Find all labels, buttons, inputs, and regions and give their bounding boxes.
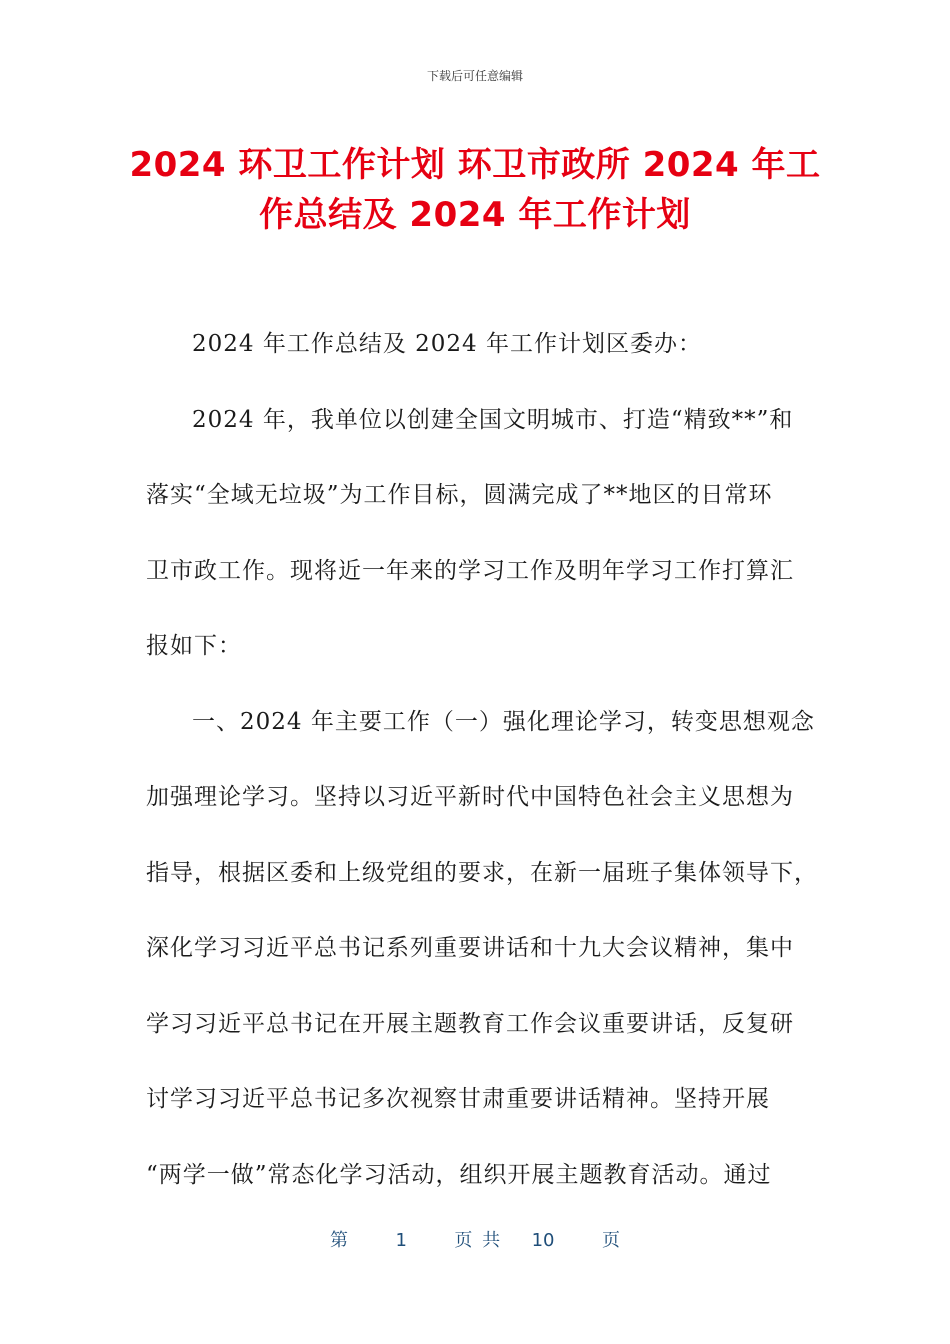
- title-line-2: 作总结及 2024 年工作计划: [259, 195, 691, 235]
- header-note: 下载后可任意编辑: [426, 69, 523, 83]
- page-footer: [0, 1226, 950, 1252]
- body-line: “两学一做”常态化学习活动，组织开展主题教育活动。通过: [146, 1161, 772, 1188]
- document-title: [100, 140, 850, 240]
- body-line: 2024 年，我单位以创建全国文明城市、打造“精致**”和: [192, 406, 794, 433]
- body-line: 落实“全域无垃圾”为工作目标，圆满完成了**地区的日常环: [146, 482, 773, 508]
- body-line: 报如下：: [146, 633, 242, 659]
- body-line: 指导，根据区委和上级党组的要求，在新一届班子集体领导下，: [146, 859, 818, 886]
- current-page-number: 1: [395, 1230, 407, 1251]
- body-line: 一、2024 年主要工作（一）强化理论学习，转变思想观念: [192, 708, 815, 735]
- body-line: 卫市政工作。现将近一年来的学习工作及明年学习工作打算汇: [146, 557, 794, 584]
- footer-suffix: 页: [601, 1230, 620, 1251]
- document-body: [146, 322, 818, 1228]
- body-line: 讨学习习近平总书记多次视察甘肃重要讲话精神。坚持开展: [146, 1086, 770, 1112]
- footer-prefix: 第: [330, 1230, 349, 1251]
- body-line: 2024 年工作总结及 2024 年工作计划区委办：: [192, 331, 702, 357]
- title-line-1: 2024 环卫工作计划 环卫市政所 2024 年工: [129, 145, 821, 185]
- body-line: 学习习近平总书记在开展主题教育工作会议重要讲话，反复研: [146, 1010, 794, 1037]
- body-line: 加强理论学习。坚持以习近平新时代中国特色社会主义思想为: [146, 784, 794, 810]
- footer-middle: 页 共: [454, 1230, 501, 1251]
- total-page-count: 10: [531, 1230, 555, 1251]
- body-line: 深化学习习近平总书记系列重要讲话和十九大会议精神，集中: [146, 935, 794, 961]
